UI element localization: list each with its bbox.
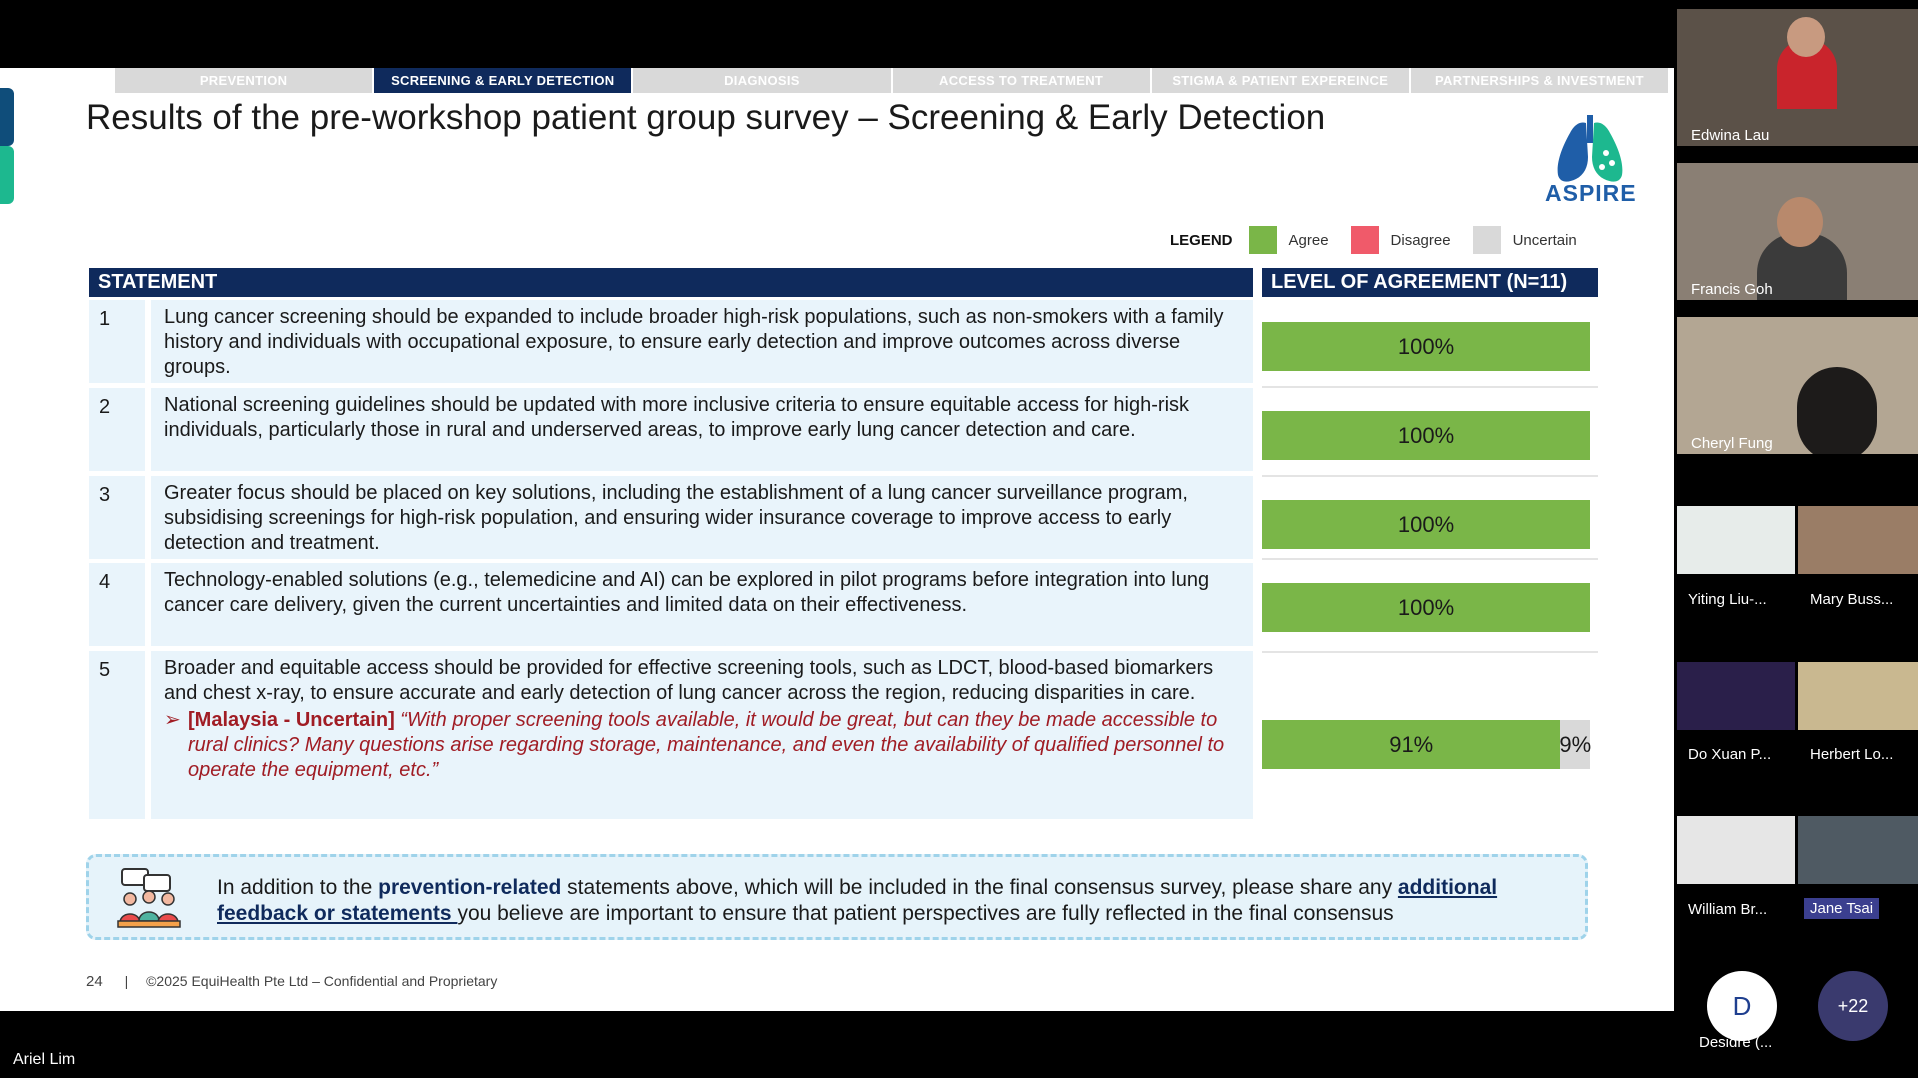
legend-label-agree: Agree <box>1288 231 1329 249</box>
statement-text: Greater focus should be placed on key solutions, including the establishment of a lung cancer surveillance program, subsidising screenings for high-risk population, and ensuring wider insurance coverage to improve access to early detection and treatment. <box>151 476 1253 559</box>
video-tile-small[interactable] <box>1798 662 1918 730</box>
more-participants-button[interactable]: +22 <box>1818 971 1888 1041</box>
callout-text-2: statements above, which will be included in the final consensus survey, please share any <box>561 876 1398 899</box>
presenter-name: Ariel Lim <box>13 1051 76 1068</box>
legend-swatch-agree <box>1249 226 1277 254</box>
row-number: 1 <box>89 300 145 383</box>
legend-swatch-disagree <box>1351 226 1379 254</box>
tab-diagnosis: DIAGNOSIS <box>633 68 890 93</box>
agree-segment: 100% <box>1262 322 1590 371</box>
callout-link[interactable]: additional feedback or statements <box>217 876 1498 925</box>
participant-name: Do Xuan P... <box>1688 746 1772 763</box>
row-number: 5 <box>89 651 145 819</box>
agreement-bar <box>1262 500 1590 549</box>
tab-partnerships: PARTNERSHIPS & INVESTMENT <box>1411 68 1668 93</box>
row-number: 4 <box>89 563 145 646</box>
arrow-bullet-icon: ➢ <box>164 709 181 731</box>
slide-accent-blue <box>0 88 14 146</box>
statement-text <box>151 651 1253 819</box>
video-tile-large[interactable] <box>1677 9 1918 146</box>
legend-label-disagree: Disagree <box>1390 231 1451 249</box>
legend <box>1170 226 1599 254</box>
agreement-bar <box>1262 583 1590 632</box>
statement-text-body: Broader and equitable access should be provided for effective screening tools, such as LDCT, blood-based biomarkers and chest x-ray, to ensure accurate and early detection of lung cancer across the region, reducing disparities in care. <box>164 657 1214 704</box>
footer-separator: | <box>124 973 129 989</box>
legend-swatch-uncertain <box>1473 226 1501 254</box>
agree-segment: 100% <box>1262 411 1590 460</box>
row-divider <box>1262 651 1598 653</box>
callout-bold: prevention-related <box>378 876 562 899</box>
copyright: ©2025 EquiHealth Pte Ltd – Confidential and Proprietary <box>146 973 498 989</box>
discussion-group-icon <box>114 867 184 931</box>
statement-text: Lung cancer screening should be expanded to include broader high-risk populations, such as non-smokers with a family history and individuals with occupational exposure, to ensure early detection and improve outcomes across diverse groups. <box>151 300 1253 383</box>
row-number: 2 <box>89 388 145 471</box>
section-tabs <box>115 68 1670 93</box>
slide <box>0 68 1674 1011</box>
participant-name: Cheryl Fung <box>1691 435 1773 452</box>
participant-name: Francis Goh <box>1691 281 1773 298</box>
tab-screening: SCREENING & EARLY DETECTION <box>374 68 631 93</box>
row-divider <box>1262 558 1598 560</box>
logo-text: ASPIRE <box>1545 180 1637 206</box>
video-tile-large[interactable] <box>1677 317 1918 454</box>
legend-label-uncertain: Uncertain <box>1512 231 1577 249</box>
callout-text-1: In addition to the <box>217 876 379 899</box>
callout-text <box>217 875 1577 927</box>
participant-name: Desidre (... <box>1699 1034 1773 1051</box>
participant-name: Yiting Liu-... <box>1688 591 1767 608</box>
row-number: 3 <box>89 476 145 559</box>
participant-name: Herbert Lo... <box>1810 746 1894 763</box>
video-tile-small[interactable] <box>1677 816 1795 884</box>
slide-footer <box>86 973 497 990</box>
participant-avatar[interactable]: D <box>1707 971 1777 1041</box>
quote-text: “With proper screening tools available, it would be great, but can they be made accessible to rural clinics? Many questions arise regarding storage, maintenance, and even the availability of qualified personnel to operate the equipment, etc.” <box>188 709 1225 781</box>
quote <box>164 708 1241 783</box>
callout-text-3: you believe are important to ensure that patient perspectives are fully reflected in the final consensus <box>457 902 1394 925</box>
uncertain-segment: 9% <box>1560 720 1590 769</box>
statement-header: STATEMENT <box>89 268 1253 297</box>
tab-access: ACCESS TO TREATMENT <box>893 68 1150 93</box>
video-tile-small[interactable] <box>1798 506 1918 574</box>
agreement-bar <box>1262 322 1590 371</box>
agree-segment: 100% <box>1262 500 1590 549</box>
agree-segment: 91% <box>1262 720 1560 769</box>
video-tile-small[interactable] <box>1677 662 1795 730</box>
participant-name: Mary Buss... <box>1810 591 1894 608</box>
row-divider <box>1262 475 1598 477</box>
agreement-header: LEVEL OF AGREEMENT (N=11) <box>1262 268 1598 297</box>
agreement-bar <box>1262 411 1590 460</box>
legend-title: LEGEND <box>1170 231 1233 249</box>
video-tile-small[interactable] <box>1798 816 1918 884</box>
statement-text: Technology-enabled solutions (e.g., telemedicine and AI) can be explored in pilot programs before integration into lung cancer care delivery, given the current uncertainties and limited data on their effectiveness. <box>151 563 1253 646</box>
page-number: 24 <box>86 973 103 990</box>
quote-label: [Malaysia - Uncertain] <box>188 709 395 731</box>
tab-prevention: PREVENTION <box>115 68 372 93</box>
slide-title: Results of the pre-workshop patient group survey – Screening & Early Detection <box>86 98 1326 137</box>
video-tile-small[interactable] <box>1677 506 1795 574</box>
tab-stigma: STIGMA & PATIENT EXPEREINCE <box>1152 68 1409 93</box>
slide-accent-green <box>0 146 14 204</box>
participant-name: Edwina Lau <box>1691 127 1770 144</box>
agree-segment: 100% <box>1262 583 1590 632</box>
participant-name: William Br... <box>1688 901 1768 918</box>
feedback-callout <box>86 854 1588 940</box>
active-speaker-name: Jane Tsai <box>1804 898 1879 919</box>
statement-text: National screening guidelines should be updated with more inclusive criteria to ensure equitable access for high-risk individuals, particularly those in rural and underserved areas, to improve early lung cancer detection and care. <box>151 388 1253 471</box>
video-tile-large[interactable] <box>1677 163 1918 300</box>
row-divider <box>1262 386 1598 388</box>
agreement-bar <box>1262 720 1590 769</box>
